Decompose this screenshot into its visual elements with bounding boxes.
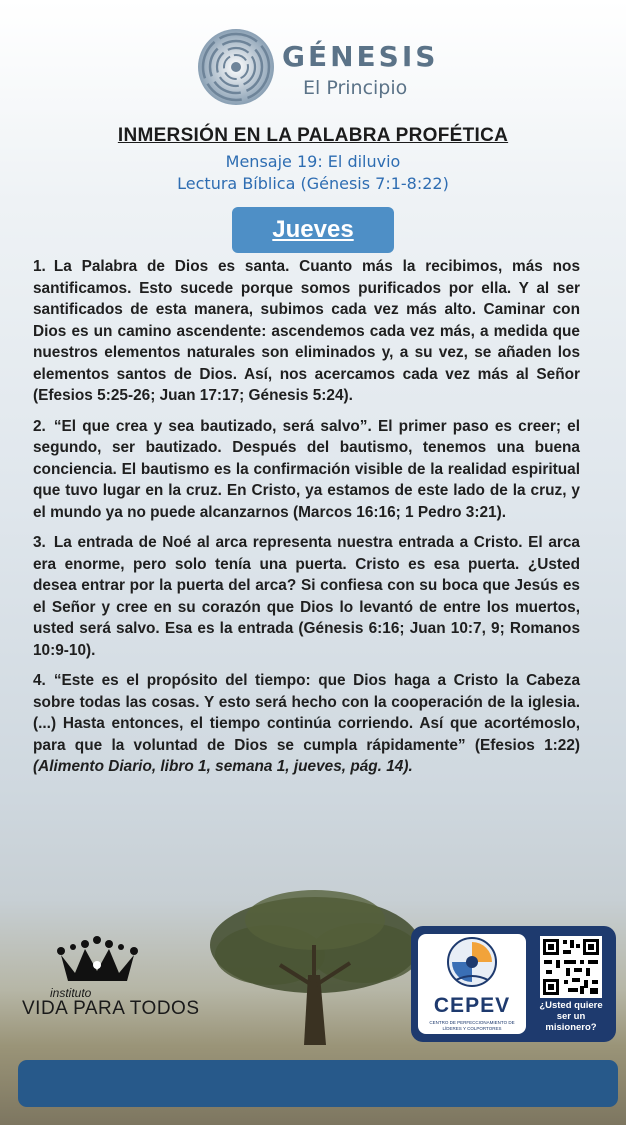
paragraph-number: 3.	[33, 534, 46, 551]
bible-reading: Lectura Bíblica (Génesis 7:1-8:22)	[177, 174, 449, 193]
header	[0, 0, 626, 120]
institute-small-label: instituto	[50, 986, 92, 1000]
paragraph-3	[33, 532, 580, 661]
spiral-logo-icon	[197, 28, 275, 106]
day-label: Jueves	[272, 216, 354, 243]
devotional-content	[33, 256, 580, 787]
paragraph-number: 1.	[33, 258, 46, 275]
cepev-card	[411, 926, 616, 1042]
brand-title: GÉNESIS	[282, 40, 439, 73]
brand-subtitle: El Principio	[303, 77, 408, 99]
paragraph-number: 2.	[33, 417, 46, 435]
paragraph-citation: (Alimento Diario, libro 1, semana 1, jueves, pág. 14).	[33, 758, 413, 775]
qr-code-icon[interactable]	[540, 936, 602, 998]
missionary-prompt: ¿Usted quiere ser un misionero?	[539, 1000, 603, 1033]
day-badge	[232, 207, 394, 253]
cepev-name: CEPEV	[433, 994, 511, 1017]
paragraph-text: La Palabra de Dios es santa. Cuanto más la recibimos, más nos santificamos. Esto sucede porque somos purificados por ella. Y al ser santificados de esta manera, subimos cada vez más alto. Caminar con Dios es un camino ascendente: ascendemos cada vez más, a medida que nuestros elementos naturales son eliminados y, a su vez, se añaden los elementos santos de Dios. Así, nos acercamos cada vez más al Señor (Efesios 5:25-26; Juan 17:17; Génesis 5:24).	[33, 258, 580, 404]
tree-icon	[200, 885, 430, 1055]
paragraph-text: “Este es el propósito del tiempo: que Dios haga a Cristo la Cabeza sobre todas las cosas. Y esto será hecho con la cooperación de la iglesia. (...) Hasta entonces, el tiempo continúa corriendo. Así que acortémoslo, para que la voluntad de Dios se cumpla rápidamente” (Efesios 1:22)	[33, 672, 580, 754]
paragraph-text: “El que crea y sea bautizado, será salvo”. El primer paso es creer; el segundo, ser bautizado. Después del bautismo, tenemos una buena conciencia. El bautismo es la confirmación visible de la realidad espiritual que tuvo lugar en la cruz. En Cristo, ya estamos de este lado de la cruz, y el mundo ya no puede alcanzarnos (Marcos 16:16; 1 Pedro 3:21).	[33, 417, 580, 521]
cepev-tagline: CENTRO DE PERFECCIONAMIENTO DE LÍDERES Y COLPORTORES	[429, 1020, 515, 1031]
institute-name: VIDA PARA TODOS	[22, 998, 200, 1019]
crown-icon	[55, 935, 140, 985]
paragraph-4	[33, 670, 580, 778]
paragraph-2	[33, 416, 580, 524]
cepev-emblem-icon	[446, 936, 498, 988]
bottom-bar	[18, 1060, 618, 1107]
paragraph-number: 4.	[33, 672, 46, 689]
cepev-logo	[418, 934, 526, 1034]
message-title: Mensaje 19: El diluvio	[225, 152, 401, 171]
paragraph-1	[33, 256, 580, 407]
paragraph-text: La entrada de Noé al arca representa nuestra entrada a Cristo. El arca era enorme, pero solo tenía una puerta. Cristo es esa puerta. ¿Usted desea entrar por la puerta del arca? Si confiesa con su boca que Jesús es el Señor y cree en su corazón que Dios lo levantó de entre los muertos, usted será salvo. Esa es la entrada (Génesis 6:16; Juan 10:7, 9; Romanos 10:9-10).	[33, 534, 580, 659]
page-headline: INMERSIÓN EN LA PALABRA PROFÉTICA	[117, 125, 509, 146]
